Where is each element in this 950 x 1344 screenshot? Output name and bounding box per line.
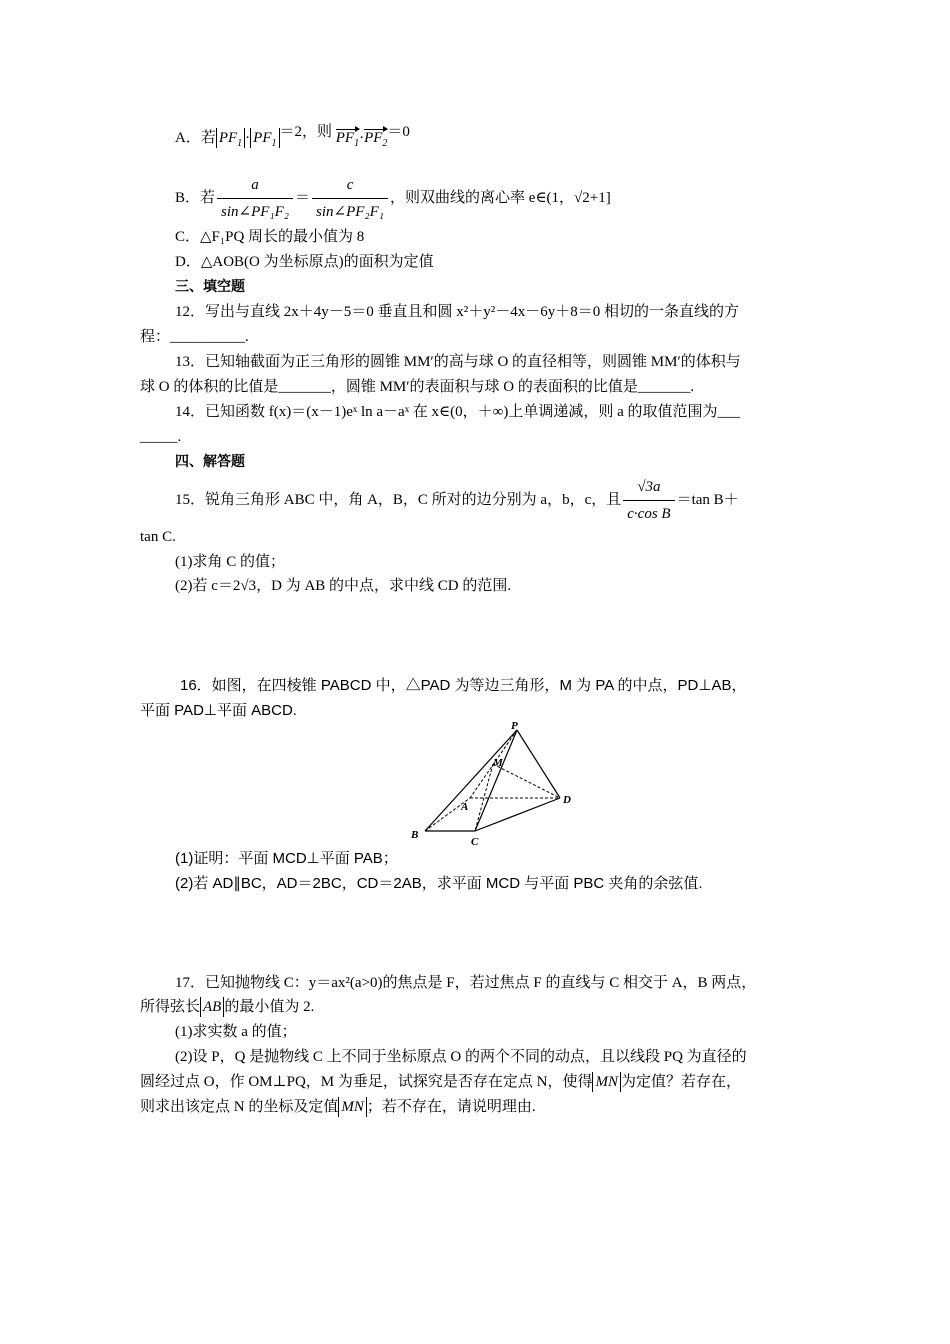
- section-fill-blank: 三、填空题: [175, 279, 245, 295]
- q12-line1: 12．写出与直线 2x＋4y－5＝0 垂直且和圆 x²＋y²－4x－6y＋8＝0 相切的一条直线的方: [175, 304, 739, 320]
- q15-part2: (2)若 c＝2√3，D 为 AB 的中点，求中线 CD 的范围.: [175, 578, 512, 594]
- vec-pf2: $PF_2$: [364, 128, 387, 154]
- abs-ab: AB: [200, 997, 224, 1017]
- edge-cd: [475, 798, 560, 831]
- abs-mn: MN: [592, 1072, 621, 1092]
- edge-pd: [517, 730, 560, 798]
- q14-line2: _____.: [140, 429, 182, 445]
- fraction-a: $\frac{a}{\text{sin∠PF₁F₂}}$: [217, 174, 293, 223]
- q13-line1: 13．已知轴截面为正三角形的圆锥 MM′的高与球 O 的直径相等，则圆锥 MM′的体积与: [175, 354, 741, 370]
- edge-pb: [425, 730, 517, 831]
- q15-line1: 15．锐角三角形 ABC 中，角 A，B，C 所对的边分别为 a，b，c，且 $\frac{√3a}{\text{c·cos B}}$ ＝tan B＋: [175, 476, 739, 525]
- q17-line1: 17．已知抛物线 C：y＝ax²(a>0)的焦点是 F，若过焦点 F 的直线与 C 相交于 A，B 两点，: [175, 975, 757, 991]
- option-d: D．△AOB(O 为坐标原点)的面积为定值: [175, 254, 434, 270]
- q14-line1: 14．已知函数 f(x)＝(x－1)eˣ ln a－aˣ 在 x∈(0，＋∞)上单调递减，则 a 的取值范围为___: [175, 404, 740, 420]
- q15-line2: tan C.: [140, 529, 176, 545]
- abs-mn-2: MN: [338, 1097, 367, 1117]
- label-b: B: [411, 829, 419, 841]
- option-a: A．若 $PF_1 \cdot PF_1=2$，则 $PF_1\cdot PF_2=0$: [175, 128, 410, 154]
- q17-part2-line1: (2)设 P，Q 是抛物线 C 上不同于坐标原点 O 的两个不同的动点，且以线段 PQ 为直径的: [175, 1049, 747, 1065]
- label-d: D: [563, 794, 571, 806]
- option-b: B．若 $\frac{a}{\text{sin∠PF₁F₂}}$ ＝ $\frac{c}{\text{sin∠PF₂F₁}}$ ，则双曲线的离心率 e∈(1，√2+1]: [175, 174, 611, 223]
- label-a: A: [461, 801, 469, 813]
- label-c: C: [471, 836, 479, 848]
- pyramid-figure: [405, 718, 585, 850]
- q12-line2: 程：__________.: [140, 329, 249, 345]
- abs-pf1: $PF_1$: [216, 128, 245, 148]
- edge-pc: [475, 730, 517, 831]
- option-c: C．△F₁PQ 周长的最小值为 8: [175, 229, 365, 245]
- q17-part2-line3: 则求出该定点 N 的坐标及定值 MN ；若不存在，请说明理由.: [140, 1099, 536, 1115]
- q15-part1: (1)求角 C 的值；: [175, 554, 285, 570]
- q16-part2: (2)若 AD∥BC，AD＝2BC，CD＝2AB，求平面 MCD 与平面 PBC 夹角的余弦值.: [175, 875, 703, 892]
- fraction-tan: $\frac{√3a}{\text{c·cos B}}$: [623, 476, 674, 525]
- q16-line1: 16．如图，在四棱锥 PABCD 中，△PAD 为等边三角形，M 为 PA 的中点，PD⊥AB，: [180, 677, 747, 694]
- q16-line2: 平面 PAD⊥平面 ABCD.: [140, 702, 297, 719]
- vec-pf1: $PF_1$: [336, 128, 359, 154]
- q16-part1: (1)证明：平面 MCD⊥平面 PAB；: [175, 850, 398, 867]
- abs-pf1b: $PF_1$: [250, 128, 279, 148]
- q17-line2: 所得弦长 AB 的最小值为 2.: [140, 999, 315, 1015]
- q17-part1: (1)求实数 a 的值；: [175, 1024, 297, 1040]
- label-m: M: [493, 757, 503, 769]
- q13-line2: 球 O 的体积的比值是_______，圆锥 MM′的表面积与球 O 的表面积的比值是_______.: [140, 379, 695, 395]
- section-answers: 四、解答题: [175, 454, 245, 470]
- label-p: P: [511, 720, 518, 732]
- fraction-c: $\frac{c}{\text{sin∠PF₂F₁}}$: [312, 174, 388, 223]
- q17-part2-line2: 圆经过点 O，作 OM⊥PQ，M 为垂足，试探究是否存在定点 N，使得 MN 为定值？若存在，: [140, 1074, 741, 1090]
